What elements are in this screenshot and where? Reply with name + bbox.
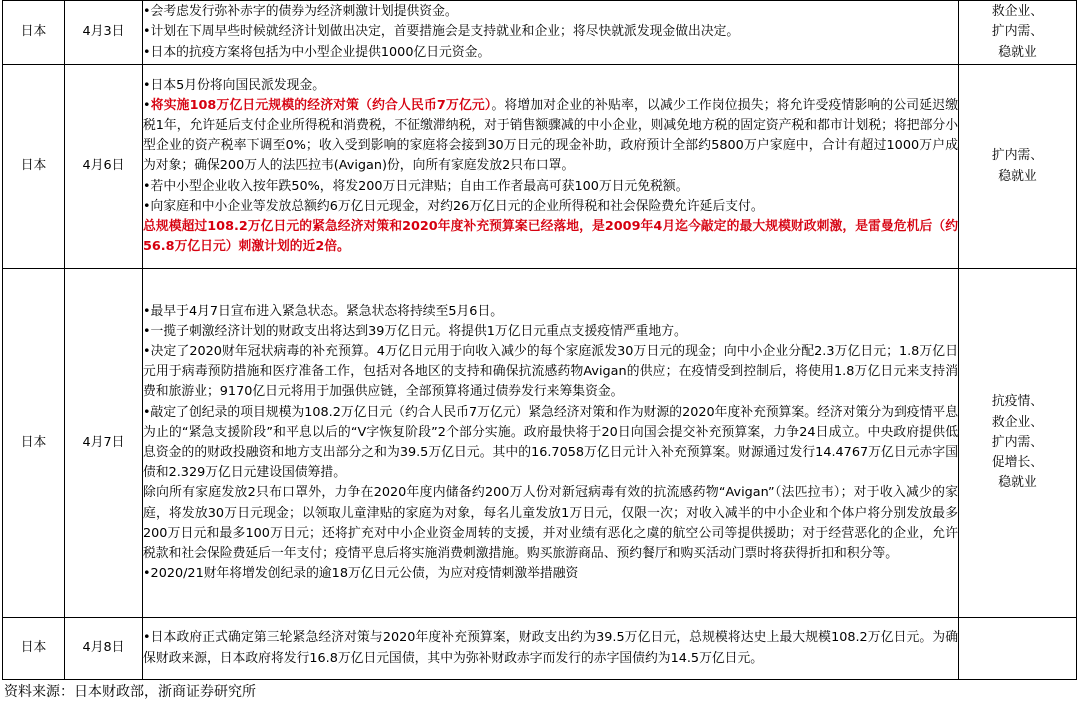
goal-item: 稳就业 <box>998 475 1037 491</box>
goal-cell <box>959 65 1077 269</box>
policy-table <box>2 0 1077 680</box>
date-cell: 4月8日 <box>65 618 143 680</box>
goal-cell <box>959 1 1077 65</box>
goal-cell <box>959 269 1077 618</box>
measure-item: •决定了2020财年冠状病毒的补充预算。4万亿日元用于向收入减少的每个家庭派发30万日元的现金；向中小企业分配2.3万亿日元；1.8万亿日元用于病毒预防措施和医疗准备工作，包括对各地区的支持和确保抗流感药物Avigan的供应；在疫情受到控制后，将使用1.8万亿日元来支持消费和旅游业；9170亿日元将用于加强供应链，全部预算将通过债券发行来筹集资金。 <box>143 343 958 400</box>
measure-item: •日本5月份将向国民派发现金。 <box>143 77 326 93</box>
measure-item: •一揽子刺激经济计划的财政支出将达到39万亿日元。将提供1万亿日元重点支援疫情严重地方。 <box>143 323 687 339</box>
goal-item: 扩内需、 <box>991 434 1044 450</box>
table-row <box>3 269 1077 618</box>
summary-highlight: 总规模超过108.2万亿日元的紧急经济对策和2020年度补充预算案已经落地，是2009年4月迄今敲定的最大规模财政刺激，是雷曼危机后（约56.8万亿日元）刺激计划的近2倍。 <box>143 219 958 255</box>
measure-item: •会考虑发行弥补赤字的债券为经济刺激计划提供资金。 <box>143 4 458 20</box>
measure-item: 除向所有家庭发放2只布口罩外，力争在2020年度内储备约200万人份对新冠病毒有效的抗流感药物“Avigan”（法匹拉韦）；对于收入减少的家庭，将发放30万日元现金；以领取儿童津贴的家庭为对象，每名儿童发放1万日元，仅限一次；对收入减半的中小企业和个体户将分别发放最多200万日元和最多100万日元；还将扩充对中小企业资金周转的支援，并对业绩有恶化之虞的航空公司等提供援助；对于经营恶化的企业，允许税款和社会保险费延后一年支付；疫情平息后将实施消费刺激措施。购买旅游商品、预约餐厅和购买活动门票时将获得折扣和积分等。 <box>143 485 958 562</box>
table-row <box>3 65 1077 269</box>
table-row <box>3 1 1077 65</box>
country-cell: 日本 <box>3 1 65 65</box>
country-cell: 日本 <box>3 65 65 269</box>
measure-item: •2020/21财年将增发创纪录的逾18万亿日元公债，为应对疫情刺激举措融资 <box>143 566 579 582</box>
goal-item: 救企业、 <box>991 4 1044 20</box>
highlight-text: 将实施108万亿日元规模的经济对策（约合人民币7万亿元） <box>150 97 492 113</box>
measure-item: •最早于4月7日宣布进入紧急状态。紧急状态将持续至5月6日。 <box>143 303 504 319</box>
goal-item: 扩内需、 <box>991 24 1044 40</box>
goal-item: 稳就业 <box>998 44 1037 60</box>
goal-item: 抗疫情、 <box>991 394 1044 410</box>
date-cell: 4月3日 <box>65 1 143 65</box>
measure-text: 。将增加对企业的补贴率，以减少工作岗位损失；将允许受疫情影响的公司延迟缴税1年，允许延后支付企业所得税和消费税，不征缴滞纳税，对于销售额骤减的中小企业，则减免地方税的固定资产税和都市计划税；将把部分小型企业的资产税率下调至0%；收入受到影响的家庭将会接到30万日元的现金补助，政府预计全部约5800万户家庭中，合计有超过1000万户成为对象；确保200万人的法匹拉韦(Avigan)份，向所有家庭发放2只布口罩。 <box>143 97 958 174</box>
goal-cell <box>959 618 1077 680</box>
measure-item: •若中小型企业收入按年跌50%，将发200万日元津贴；自由工作者最高可获100万日元免税额。 <box>143 178 689 194</box>
goal-item: 促增长、 <box>991 455 1044 471</box>
measure-item: •敲定了创纪录的项目规模为108.2万亿日元（约合人民币7万亿元）紧急经济对策和作为财源的2020年度补充预算案。经济对策分为到疫情平息为止的“紧急支援阶段”和平息以后的“V字恢复阶段”2个部分实施。政府最快将于20日向国会提交补充预算案，力争24日成立。中央政府提供低息资金的的财政投融资和地方支出部分之和为39.5万亿日元。其中的16.7058万亿日元计入补充预算案。财源通过发行14.4767万亿日元赤字国债和2.329万亿日元建设国债筹措。 <box>143 404 958 481</box>
date-cell: 4月7日 <box>65 269 143 618</box>
goal-item: 稳就业 <box>998 168 1037 184</box>
goal-item: 救企业、 <box>991 414 1044 430</box>
goal-item: 扩内需、 <box>991 148 1044 164</box>
date-cell: 4月6日 <box>65 65 143 269</box>
measures-cell <box>143 618 959 680</box>
measures-cell <box>143 269 959 618</box>
measures-cell <box>143 65 959 269</box>
table-row <box>3 618 1077 680</box>
measure-item: •向家庭和中小企业等发放总额约6万亿日元现金，对约26万亿日元的企业所得税和社会保险费允许延后支付。 <box>143 198 764 214</box>
measure-item: •日本政府正式确定第三轮紧急经济对策与2020年度补充预算案，财政支出约为39.5万亿日元，总规模将达史上最大规模108.2万亿日元。为确保财政来源，日本政府将发行16.8万亿日元国债，其中为弥补财政赤字而发行的赤字国债约为14.5万亿日元。 <box>143 630 958 666</box>
measure-item: •计划在下周早些时候就经济计划做出决定，首要措施会是支持就业和企业；将尽快就派发现金做出决定。 <box>143 24 740 40</box>
country-cell: 日本 <box>3 269 65 618</box>
measure-item: •日本的抗疫方案将包括为中小型企业提供1000亿日元资金。 <box>143 44 491 60</box>
country-cell: 日本 <box>3 618 65 680</box>
measures-cell <box>143 1 959 65</box>
source-note: 资料来源：日本财政部，浙商证券研究所 <box>4 684 256 700</box>
measure-item: •将实施108万亿日元规模的经济对策（约合人民币7万亿元）。将增加对企业的补贴率，以减少工作岗位损失；将允许受疫情影响的公司延迟缴税1年，允许延后支付企业所得税和消费税，不征缴滞纳税，对于销售额骤减的中小企业，则减免地方税的固定资产税和都市计划税；将把部分小型企业的资产税率下调至0%；收入受到影响的家庭将会接到30万日元的现金补助，政府预计全部约5800万户家庭中，合计有超过1000万户成为对象；确保200万人的法匹拉韦(Avigan)份，向所有家庭发放2只布口罩。 <box>143 97 958 174</box>
